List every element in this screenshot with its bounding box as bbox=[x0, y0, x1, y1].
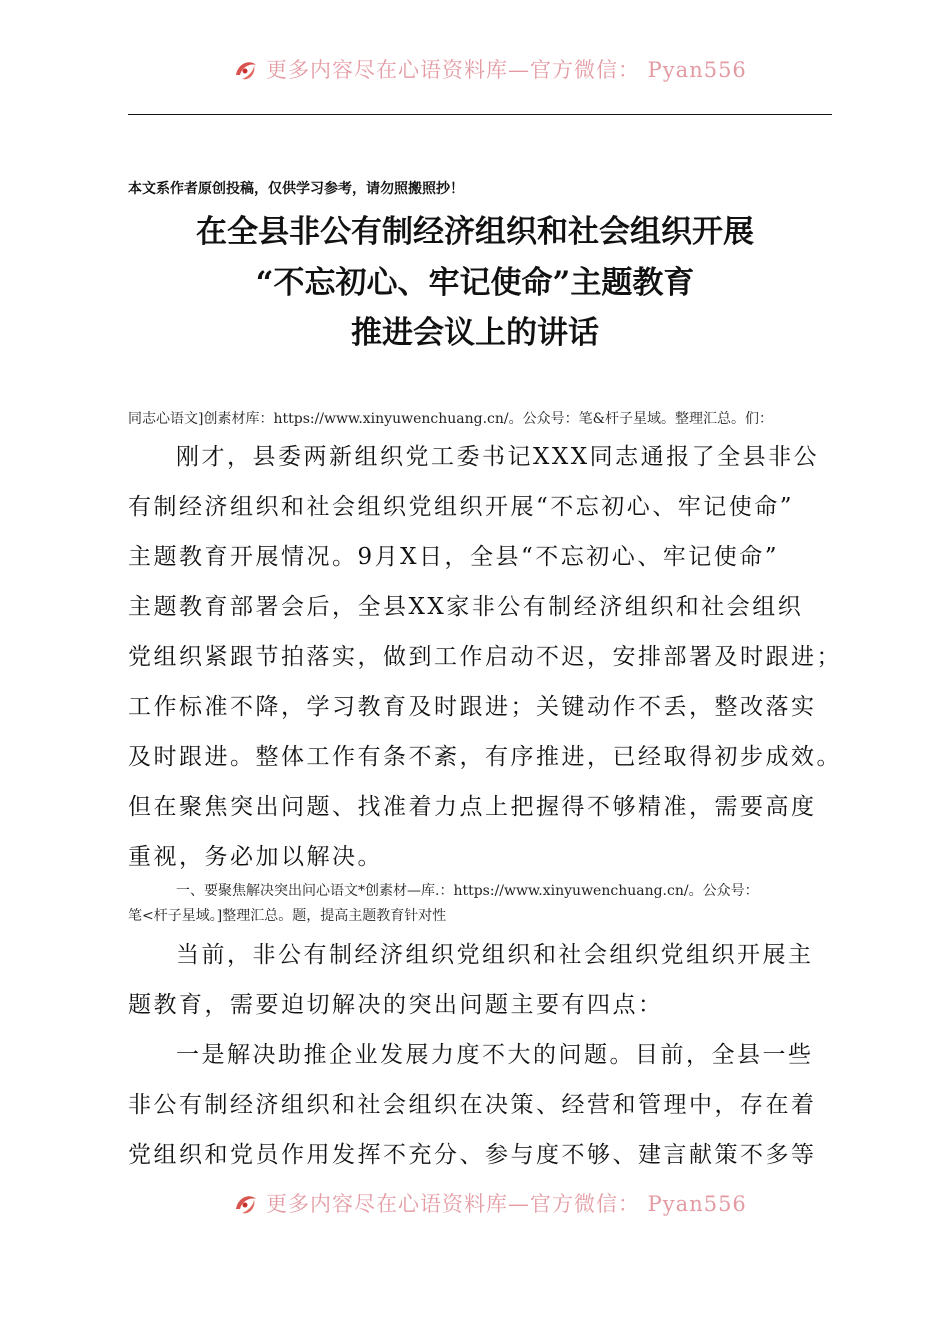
paragraph-line: 一是解决助推企业发展力度不大的问题。目前，全县一些 bbox=[176, 1042, 814, 1068]
footer-banner-text: 更多内容尽在心语资料库—官方微信： Pyan556 bbox=[266, 1192, 747, 1216]
header-banner bbox=[232, 52, 747, 86]
section-heading-line-2: 笔<杆子星域。]整理汇总。题，提高主题教育针对性 bbox=[128, 908, 447, 924]
page-title-line-2: “不忘初心、牢记使命”主题教育 bbox=[255, 265, 695, 301]
section-heading-line-1: 一、要聚焦解决突出问心语文*创素材—库.：https://www.xinyuwenchuang.cn/。公众号： bbox=[176, 883, 759, 899]
notice-line: 本文系作者原创投稿，仅供学习参考，请勿照搬照抄！ bbox=[128, 181, 464, 197]
paragraph-line: 刚才，县委两新组织党工委书记XXX同志通报了全县非公 bbox=[176, 444, 820, 470]
paragraph-line: 及时跟进。整体工作有条不紊，有序推进，已经取得初步成效。 bbox=[128, 744, 842, 770]
paragraph-line: 主题教育部署会后，全县XX家非公有制经济组织和社会组织 bbox=[128, 594, 804, 620]
paragraph-line: 主题教育开展情况。9月X日，全县“不忘初心、牢记使命” bbox=[128, 544, 780, 570]
paragraph-line: 党组织和党员作用发挥不充分、参与度不够、建言献策不多等 bbox=[128, 1142, 817, 1168]
paragraph-line: 当前，非公有制经济组织党组织和社会组织党组织开展主 bbox=[176, 942, 814, 968]
paragraph-line: 题教育，需要迫切解决的突出问题主要有四点： bbox=[128, 992, 664, 1018]
paragraph-line: 但在聚焦突出问题、找准着力点上把握得不够精准，需要高度 bbox=[128, 794, 817, 820]
paragraph-line: 党组织紧跟节拍落实，做到工作启动不迟，安排部署及时跟进； bbox=[128, 644, 842, 670]
page-title-line-3: 推进会议上的讲话 bbox=[351, 315, 599, 351]
paragraph-line: 工作标准不降，学习教育及时跟进；关键动作不丢，整改落实 bbox=[128, 694, 817, 720]
red-swirl-logo-icon bbox=[232, 55, 260, 83]
source-line: 同志心语文]创素材库：https://www.xinyuwenchuang.cn/。公众号：笔&杆子星域。整理汇总。们： bbox=[128, 411, 774, 427]
footer-banner bbox=[232, 1186, 747, 1220]
paragraph-line: 非公有制经济组织和社会组织在决策、经营和管理中，存在着 bbox=[128, 1092, 817, 1118]
paragraph-line: 重视，务必加以解决。 bbox=[128, 844, 383, 870]
red-swirl-logo-icon bbox=[232, 1189, 260, 1217]
paragraph-line: 有制经济组织和社会组织党组织开展“不忘初心、牢记使命” bbox=[128, 494, 795, 520]
header-rule bbox=[128, 114, 832, 115]
page-title-line-1: 在全县非公有制经济组织和社会组织开展 bbox=[196, 214, 754, 250]
header-banner-text: 更多内容尽在心语资料库—官方微信： Pyan556 bbox=[266, 58, 747, 82]
